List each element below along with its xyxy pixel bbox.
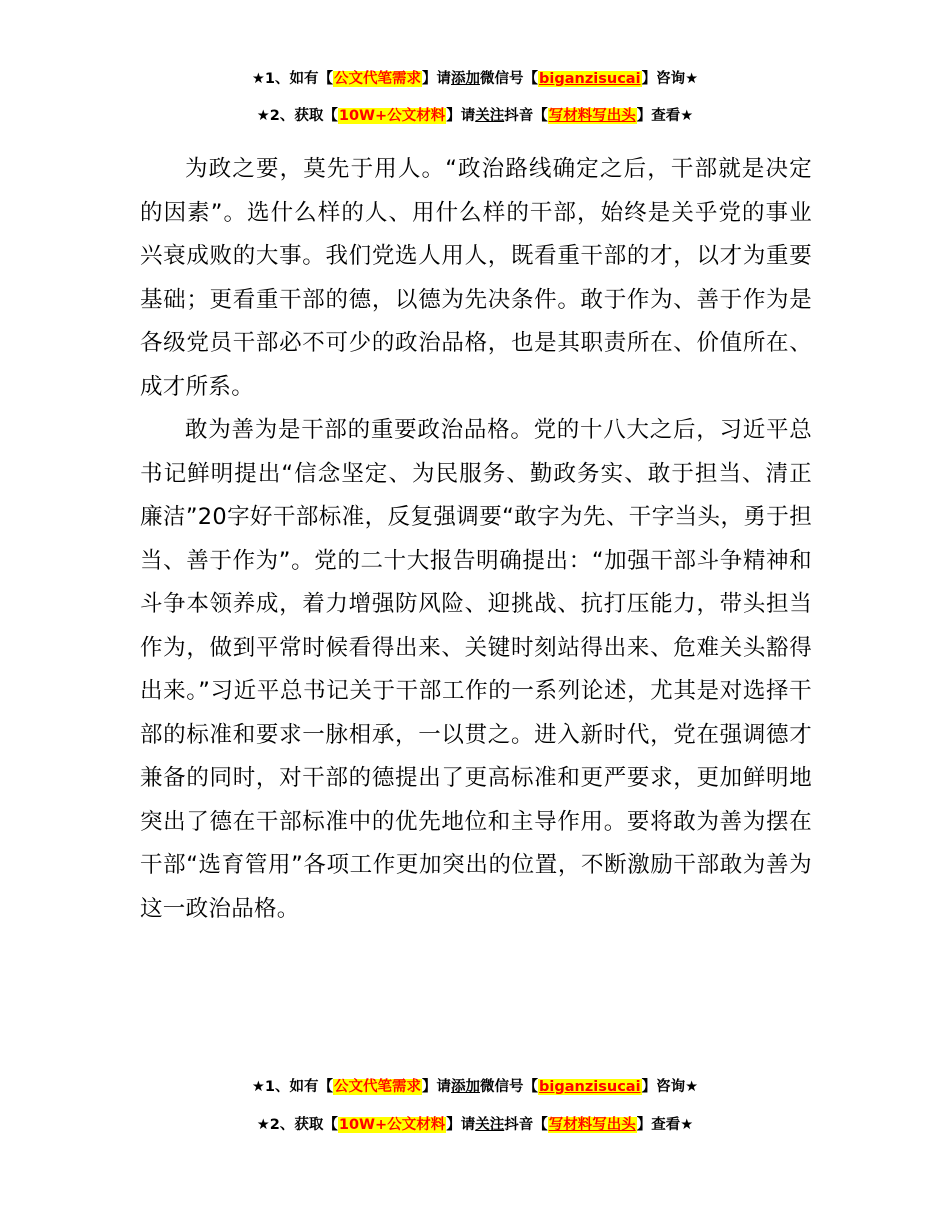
notice-text: 】请: [446, 108, 476, 124]
notice-suffix: 】咨询★: [641, 71, 699, 87]
notice-text: 微信号【: [480, 1079, 539, 1095]
notice-text: 微信号【: [480, 71, 539, 87]
notice-prefix: ★2、获取【: [256, 108, 338, 124]
article-body: [140, 148, 812, 931]
footer-notice-line-2: [0, 1115, 950, 1135]
notice-text: 】请: [446, 1117, 476, 1133]
notice-suffix: 】查看★: [636, 108, 694, 124]
douyin-account-highlight[interactable]: 写材料写出头: [548, 1117, 636, 1133]
wechat-id-highlight[interactable]: biganzisucai: [539, 1079, 641, 1095]
header-notice-line-1: [0, 69, 950, 89]
service-highlight: 公文代笔需求: [334, 1079, 422, 1095]
header-notice-line-2: [0, 106, 950, 126]
notice-text: 抖音【: [504, 1117, 548, 1133]
notice-suffix: 】咨询★: [641, 1079, 699, 1095]
notice-text: 】请: [422, 1079, 452, 1095]
douyin-account-highlight[interactable]: 写材料写出头: [548, 108, 636, 124]
materials-highlight: 10W+公文材料: [338, 1117, 446, 1133]
notice-text: 】请: [422, 71, 452, 87]
add-link[interactable]: 添加: [451, 1079, 481, 1095]
footer-notice-line-1: [0, 1077, 950, 1097]
notice-suffix: 】查看★: [636, 1117, 694, 1133]
article-paragraph-2: 敢为善为是干部的重要政治品格。党的十八大之后，习近平总书记鲜明提出“信念坚定、为民服务、勤政务实、敢于担当、清正廉洁”20字好干部标准，反复强调要“敢字为先、干字当头，勇于担当、善于作为”。党的二十大报告明确提出：“加强干部斗争精神和斗争本领养成，着力增强防风险、迎挑战、抗打压能力，带头担当作为，做到平常时候看得出来、关键时刻站得出来、危难关头豁得出来。”习近平总书记关于干部工作的一系列论述，尤其是对选择干部的标准和要求一脉相承，一以贯之。进入新时代，党在强调德才兼备的同时，对干部的德提出了更高标准和更严要求，更加鲜明地突出了德在干部标准中的优先地位和主导作用。要将敢为善为摆在干部“选育管用”各项工作更加突出的位置，不断激励干部敢为善为这一政治品格。: [140, 417, 812, 922]
service-highlight: 公文代笔需求: [334, 71, 422, 87]
notice-prefix: ★1、如有【: [251, 71, 334, 87]
follow-link[interactable]: 关注: [475, 1117, 505, 1133]
wechat-id-highlight[interactable]: biganzisucai: [539, 71, 641, 87]
add-link[interactable]: 添加: [451, 71, 481, 87]
notice-prefix: ★1、如有【: [251, 1079, 334, 1095]
materials-highlight: 10W+公文材料: [338, 108, 446, 124]
notice-prefix: ★2、获取【: [256, 1117, 338, 1133]
follow-link[interactable]: 关注: [475, 108, 505, 124]
notice-text: 抖音【: [504, 108, 548, 124]
article-paragraph-1: 为政之要，莫先于用人。“政治路线确定之后，干部就是决定的因素”。选什么样的人、用什么样的干部，始终是关乎党的事业兴衰成败的大事。我们党选人用人，既看重干部的才，以才为重要基础；更看重干部的德，以德为先决条件。敢于作为、善于作为是各级党员干部必不可少的政治品格，也是其职责所在、价值所在、成才所系。: [140, 156, 812, 400]
